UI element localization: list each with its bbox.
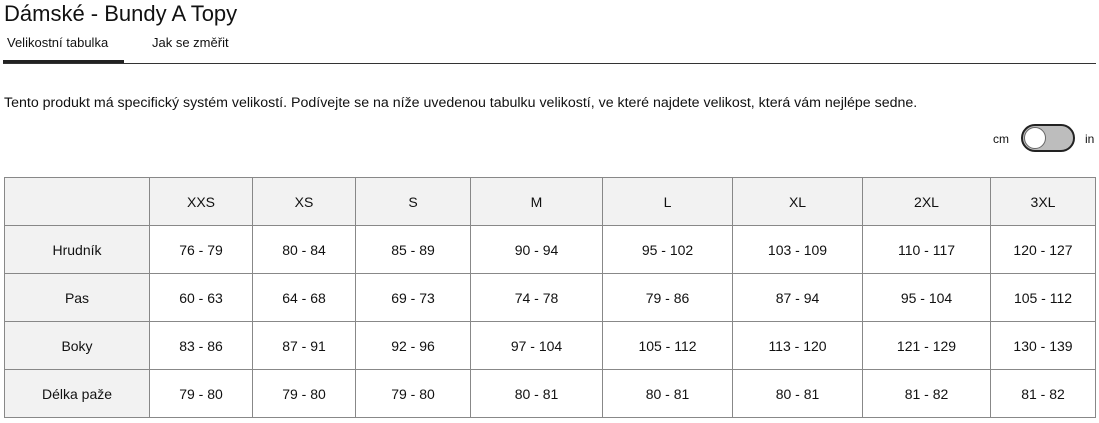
row-label-hips: Boky [5,322,150,370]
table-cell: 79 - 80 [356,370,471,418]
table-cell: 60 - 63 [150,274,253,322]
tab-how-to-measure[interactable]: Jak se změřit [152,35,229,50]
table-cell: 81 - 82 [863,370,991,418]
table-row [5,274,1096,322]
table-cell: 103 - 109 [733,226,863,274]
table-cell: 87 - 91 [253,322,356,370]
table-row [5,322,1096,370]
table-cell: 97 - 104 [471,322,603,370]
size-header-2xl: 2XL [863,178,991,226]
row-label-waist: Pas [5,274,150,322]
table-cell: 105 - 112 [603,322,733,370]
table-cell: 110 - 117 [863,226,991,274]
size-header-s: S [356,178,471,226]
size-header-l: L [603,178,733,226]
table-cell: 79 - 86 [603,274,733,322]
unit-label-in: in [1085,132,1095,146]
table-cell: 69 - 73 [356,274,471,322]
table-cell: 105 - 112 [991,274,1096,322]
table-cell: 80 - 81 [733,370,863,418]
table-row [5,370,1096,418]
table-cell: 64 - 68 [253,274,356,322]
table-cell: 113 - 120 [733,322,863,370]
table-cell: 120 - 127 [991,226,1096,274]
table-cell: 95 - 104 [863,274,991,322]
switch-knob [1024,127,1046,149]
table-cell: 79 - 80 [253,370,356,418]
table-row [5,226,1096,274]
page-title: Dámské - Bundy A Topy [4,1,238,26]
unit-label-cm: cm [993,132,1009,146]
size-header-3xl: 3XL [991,178,1096,226]
table-cell: 92 - 96 [356,322,471,370]
table-corner-cell [5,178,150,226]
table-cell: 79 - 80 [150,370,253,418]
table-cell: 90 - 94 [471,226,603,274]
table-cell: 76 - 79 [150,226,253,274]
size-header-m: M [471,178,603,226]
unit-switch[interactable] [1021,124,1075,152]
table-cell: 74 - 78 [471,274,603,322]
table-cell: 121 - 129 [863,322,991,370]
tab-size-chart[interactable]: Velikostní tabulka [7,35,109,50]
table-cell: 130 - 139 [991,322,1096,370]
size-table [4,177,1096,418]
tab-bar [0,32,1099,66]
table-cell: 85 - 89 [356,226,471,274]
intro-text: Tento produkt má specifický systém velikostí. Podívejte se na níže uvedenou tabulku velikostí, ve které najdete velikost, která vám nejlépe sedne. [4,95,918,111]
table-cell: 83 - 86 [150,322,253,370]
table-cell: 81 - 82 [991,370,1096,418]
table-cell: 80 - 81 [603,370,733,418]
size-header-row [5,178,1096,226]
size-header-xs: XS [253,178,356,226]
row-label-chest: Hrudník [5,226,150,274]
table-cell: 80 - 84 [253,226,356,274]
table-cell: 95 - 102 [603,226,733,274]
size-header-xxs: XXS [150,178,253,226]
size-header-xl: XL [733,178,863,226]
table-cell: 80 - 81 [471,370,603,418]
tab-divider [3,63,1096,64]
row-label-sleeve-length: Délka paže [5,370,150,418]
unit-toggle [990,122,1099,156]
table-cell: 87 - 94 [733,274,863,322]
